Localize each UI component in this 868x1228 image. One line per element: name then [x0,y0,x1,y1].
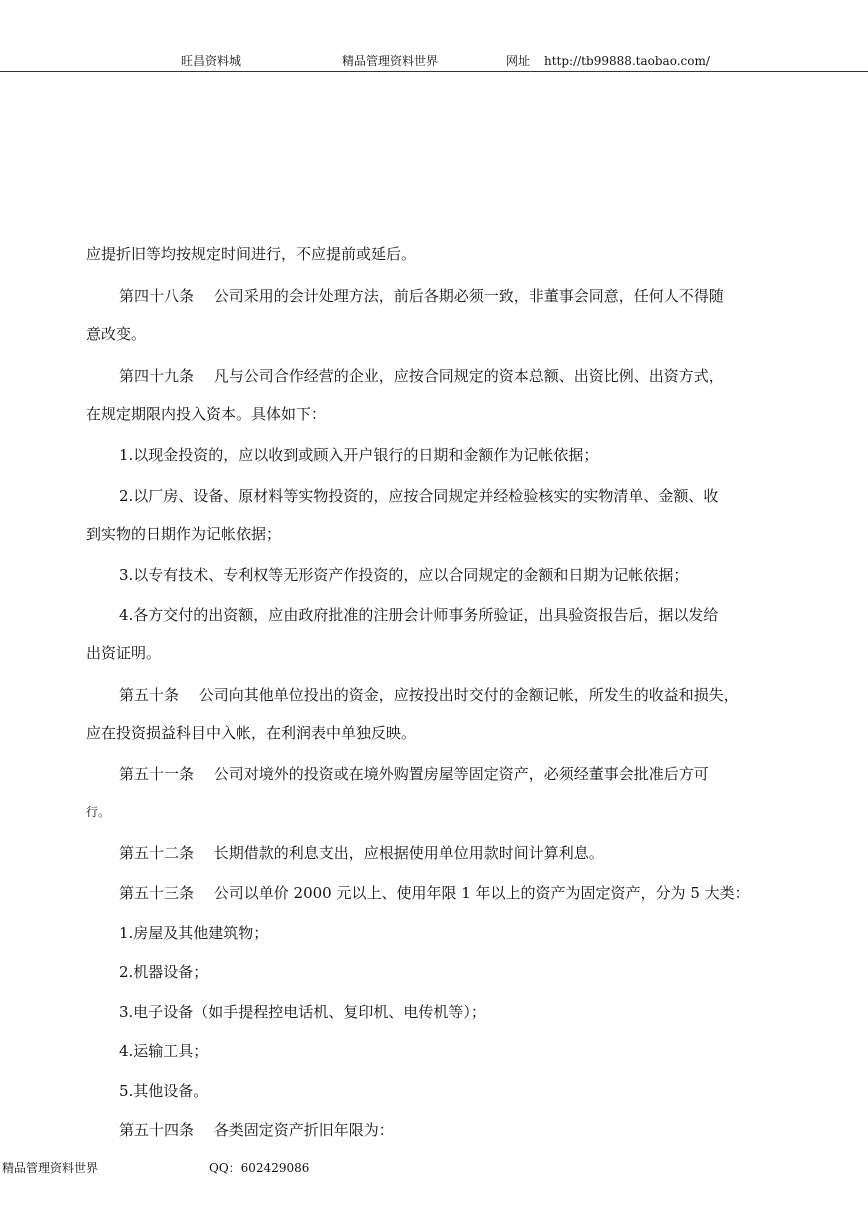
footer-qq-contact: QQ：602429086 [209,1161,310,1175]
body-line: 第五十一条 公司对境外的投资或在境外购置房屋等固定资产，必须经董事会批准后方可 [119,765,709,783]
body-line: 意改变。 [86,325,147,343]
body-line: 行。 [86,805,111,819]
body-line: 应在投资损益科目中入帐，在利润表中单独反映。 [86,724,417,742]
body-line: 3.电子设备（如手提程控电话机、复印机、电传机等）； [119,1003,486,1021]
body-line: 出资证明。 [86,644,162,662]
body-line: 第五十条 公司向其他单位投出的资金，应按投出时交付的金额记帐，所发生的收益和损失， [119,686,739,704]
page-footer [0,1158,868,1178]
footer-collection-name: 精品管理资料世界 [2,1161,99,1175]
header-url-label: 网址 [506,54,531,68]
body-line: 第五十二条 长期借款的利息支出，应根据使用单位用款时间计算利息。 [119,844,604,862]
header-url-link[interactable]: http://tb99888.taobao.com/ [544,54,710,68]
body-line: 到实物的日期作为记帐依据； [86,525,282,543]
body-line: 第五十三条 公司以单价 2000 元以上、使用年限 1 年以上的资产为固定资产，分为 5 大类： [119,884,750,902]
body-line: 第四十八条 公司采用的会计处理方法，前后各期必须一致，非董事会同意，任何人不得随 [119,287,724,305]
body-line: 5.其他设备。 [119,1082,209,1100]
body-line: 应提折旧等均按规定时间进行，不应提前或延后。 [86,245,417,263]
body-line: 2.机器设备； [119,963,209,981]
body-line: 3.以专有技术、专利权等无形资产作投资的，应以合同规定的金额和日期为记帐依据； [119,566,689,584]
header-divider [0,71,868,72]
page-header [0,50,868,72]
header-collection-name: 精品管理资料世界 [342,54,439,68]
header-site-name: 旺昌资料城 [181,54,242,68]
body-line: 4.运输工具； [119,1042,209,1060]
body-line: 1.房屋及其他建筑物； [119,924,269,942]
body-line: 1.以现金投资的，应以收到或顾入开户银行的日期和金额作为记帐依据； [119,446,599,464]
body-line: 第五十四条 各类固定资产折旧年限为： [119,1121,394,1139]
body-line: 2.以厂房、设备、原材料等实物投资的，应按合同规定并经检验核实的实物清单、金额、收 [119,487,719,505]
body-line: 4.各方交付的出资额，应由政府批准的注册会计师事务所验证，出具验资报告后，据以发给 [119,606,719,624]
body-line: 第四十九条 凡与公司合作经营的企业，应按合同规定的资本总额、出资比例、出资方式， [119,367,724,385]
body-line: 在规定期限内投入资本。具体如下： [86,405,327,423]
